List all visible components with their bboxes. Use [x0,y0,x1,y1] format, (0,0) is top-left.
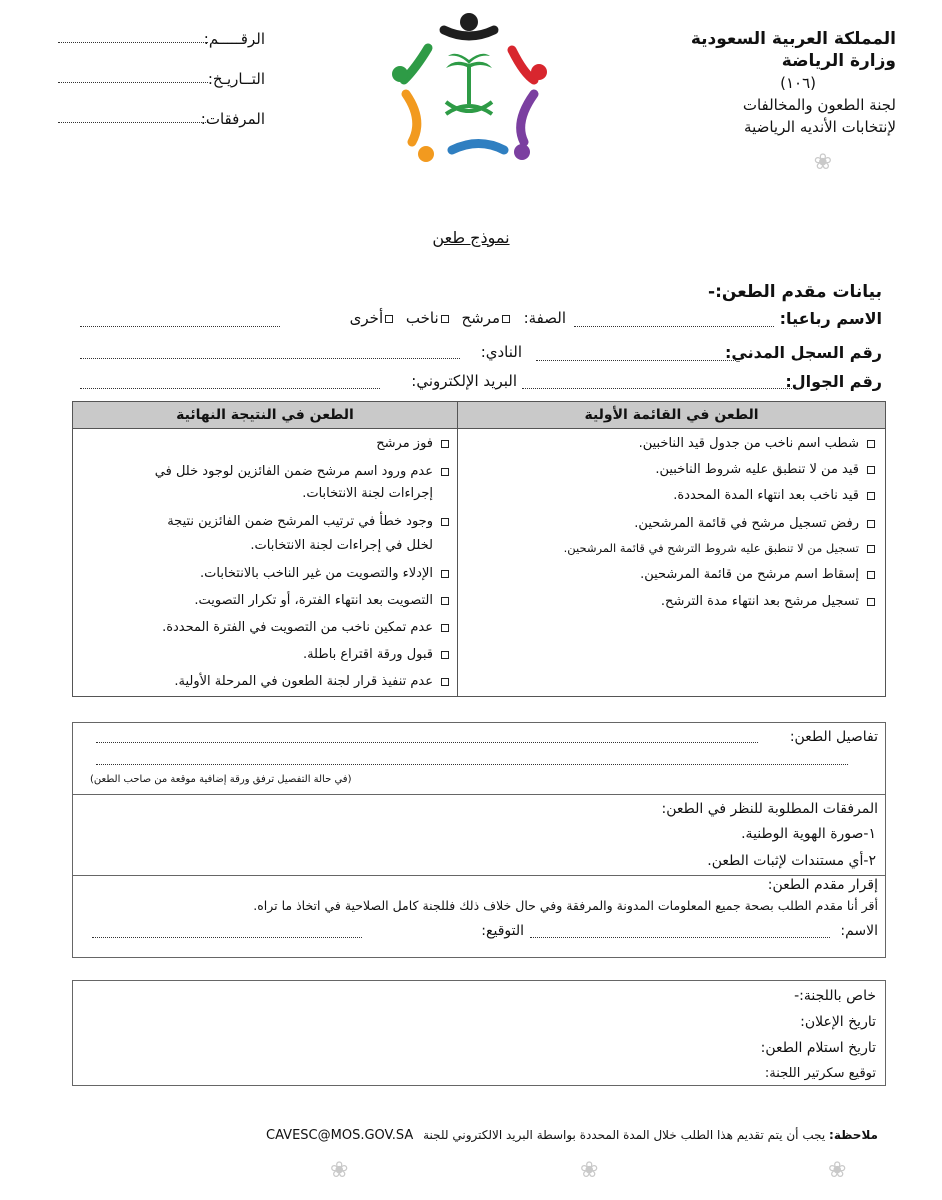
capacity-label: الصفة: [523,309,566,327]
initial-item[interactable]: قيد من لا تنطبق عليه شروط الناخبين. [655,460,875,479]
checkbox-icon[interactable] [867,545,875,553]
ref-number-line[interactable] [58,42,208,43]
ref-date-label: التــاريـخ: [207,70,265,88]
attachments-divider [72,875,886,876]
initial-item[interactable]: رفض تسجيل مرشح في قائمة المرشحين. [634,514,875,533]
checkbox-icon[interactable] [441,678,449,686]
palm-swords-icon [446,54,492,114]
final-item[interactable]: فوز مرشح [376,434,449,453]
footer-note-label: ملاحظة: [829,1128,878,1142]
checkbox-icon[interactable] [441,624,449,632]
civil-id-label: رقم السجل المدني: [724,343,882,362]
capacity-other-input[interactable] [80,326,280,327]
form-number: (١٠٦) [780,74,816,92]
capacity-options [350,309,510,327]
initial-item[interactable]: تسجيل من لا تنطبق عليه شروط الترشح في قائمة المرشحين. [564,539,875,558]
ministry-header [636,28,896,138]
kingdom-name: المملكة العربية السعودية [690,29,896,49]
name-label: الاسم رباعيا: [779,309,882,328]
ministry-name: وزارة الرياضة [781,51,896,71]
footer-note-text: يجب أن يتم تقديم هذا الطلب خلال المدة المحددة بواسطة البريد الالكتروني للجنة [423,1128,826,1142]
mobile-label: رقم الجوال: [785,372,882,391]
declaration-label: إقرار مقدم الطعن: [767,877,878,893]
ref-attachments-label: المرفقات: [200,110,265,128]
committee-label: خاص باللجنة:- [794,988,876,1004]
details-line-1[interactable] [96,742,758,743]
checkbox-icon[interactable] [441,570,449,578]
declarant-name-input[interactable] [530,937,830,938]
checkbox-icon[interactable] [867,440,875,448]
checkbox-icon[interactable] [867,466,875,474]
attachment-item: ١-صورة الهوية الوطنية. [741,826,876,842]
committee-name-1: لجنة الطعون والمخالفات [742,96,896,114]
ref-number-field[interactable] [40,30,265,70]
initial-item[interactable]: قيد ناخب بعد انتهاء المدة المحددة. [673,486,875,505]
email-label: البريد الإلكتروني: [411,372,517,390]
final-item[interactable]: قبول ورقة اقتراع باطلة. [303,645,449,664]
watermark-icon: ❀ [580,1158,599,1183]
details-line-2[interactable] [96,764,848,765]
email-input[interactable] [80,388,380,389]
final-result-header: الطعن في النتيجة النهائية [73,402,457,429]
checkbox-icon[interactable] [441,440,449,448]
initial-item[interactable]: تسجيل مرشح بعد انتهاء مدة الترشح. [661,592,875,611]
final-item-cont: إجراءات لجنة الانتخابات. [302,486,433,501]
capacity-candidate[interactable]: مرشح [461,309,510,327]
capacity-other[interactable]: أخرى [350,309,393,327]
initial-list-header: الطعن في القائمة الأولية [458,402,885,429]
announce-date-label: تاريخ الإعلان: [800,1014,876,1030]
name-input[interactable] [574,326,774,327]
checkbox-icon[interactable] [867,598,875,606]
checkbox-icon[interactable] [441,315,449,323]
checkbox-icon[interactable] [502,315,510,323]
committee-email[interactable]: CAVESC@MOS.GOV.SA [266,1128,414,1143]
club-label: النادي: [480,343,522,361]
civil-id-input[interactable] [536,360,736,361]
ref-attachments-field[interactable] [40,110,265,150]
mobile-input[interactable] [522,388,792,389]
initial-item[interactable]: شطب اسم ناخب من جدول قيد الناخبين. [639,434,875,453]
ref-date-line[interactable] [58,82,208,83]
details-label: تفاصيل الطعن: [789,729,878,745]
form-title: نموذج طعن [432,228,510,247]
attachments-label: المرفقات المطلوبة للنظر في الطعن: [661,801,878,817]
appeal-types-table [72,401,886,697]
initial-item[interactable]: إسقاط اسم مرشح من قائمة المرشحين. [640,565,875,584]
checkbox-icon[interactable] [867,520,875,528]
receipt-date-label: تاريخ استلام الطعن: [760,1040,876,1056]
secretary-signature-label: توقيع سكرتير اللجنة: [764,1066,876,1081]
declaration-text: أقر أنا مقدم الطلب بصحة جميع المعلومات المدونة والمرفقة وفي حال خلاف ذلك فللجنة كامل الصلاحية في اتخاذ ما تراه. [253,898,878,913]
final-item[interactable]: عدم ورود اسم مرشح ضمن الفائزين لوجود خلل في [155,462,449,481]
checkbox-icon[interactable] [441,468,449,476]
signature-label: التوقيع: [481,923,524,939]
watermark-icon: ❀ [813,150,832,175]
checkbox-icon[interactable] [441,518,449,526]
attachment-item: ٢-أي مستندات لإثبات الطعن. [707,853,876,869]
final-item[interactable]: عدم تنفيذ قرار لجنة الطعون في المرحلة الأولية. [174,672,449,691]
signature-input[interactable] [92,937,362,938]
final-item[interactable]: وجود خطأ في ترتيب المرشح ضمن الفائزين نتيجة [167,512,449,531]
final-item[interactable]: الإدلاء والتصويت من غير الناخب بالانتخابات. [200,564,449,583]
table-divider [457,402,458,696]
applicant-section-title: بيانات مقدم الطعن:- [708,282,882,302]
capacity-voter[interactable]: ناخب [406,309,449,327]
club-input[interactable] [80,358,460,359]
watermark-icon: ❀ [828,1158,847,1183]
details-note: (في حالة التفصيل ترفق ورقة إضافية موقعة من صاحب الطعن) [90,774,352,785]
ref-number-label: الرقـــــم: [203,30,265,48]
watermark-icon: ❀ [330,1158,349,1183]
declarant-name-label: الاسم: [840,923,878,939]
ministry-logo-icon [384,2,554,172]
footer-note [266,1128,878,1143]
checkbox-icon[interactable] [441,597,449,605]
checkbox-icon[interactable] [441,651,449,659]
ref-attachments-line[interactable] [58,122,208,123]
final-item[interactable]: عدم تمكين ناخب من التصويت في الفترة المحددة. [162,618,449,637]
checkbox-icon[interactable] [867,571,875,579]
reference-fields [40,30,265,150]
final-item[interactable]: التصويت بعد انتهاء الفترة، أو تكرار التصويت. [194,591,449,610]
checkbox-icon[interactable] [867,492,875,500]
final-item-cont: لخلل في إجراءات لجنة الانتخابات. [250,538,433,553]
ref-date-field[interactable] [40,70,265,110]
details-divider [72,794,886,795]
committee-name-2: لإنتخابات الأنديه الرياضية [744,118,896,136]
checkbox-icon[interactable] [385,315,393,323]
